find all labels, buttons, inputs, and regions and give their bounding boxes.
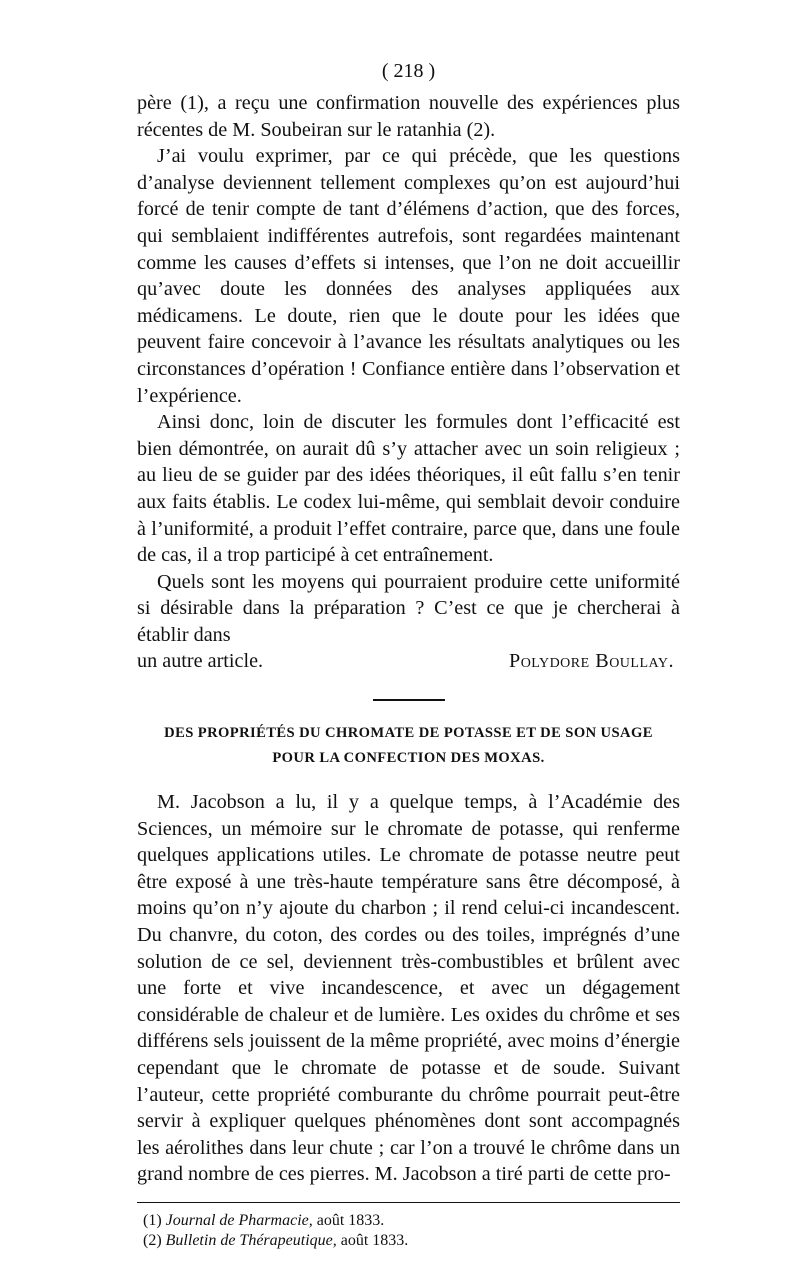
- footnote-mark: (2): [143, 1231, 162, 1249]
- closing-text: un autre article.: [137, 650, 264, 673]
- signature-line: [137, 648, 680, 675]
- footnote-source: Bulletin de Thérapeutique,: [165, 1231, 337, 1249]
- footnote-mark: (1): [143, 1211, 162, 1229]
- article-body-paragraph: M. Jacobson a lu, il y a quelque temps, à l’Académie des Sciences, un mémoire sur le chromate de potasse, qui renferme quelques applications utiles. Le chromate de potasse neutre peut être exposé à une très-haute température sans être décomposé, à moins qu’on n’y ajoute du charbon ; il rend celui-ci incandescent. Du chanvre, du coton, des cordes ou des toiles, imprégnés d’une solution de ce sel, deviennent très-combustibles et brûlent avec une forte et vive incandescence, et avec un dégagement considérable de chaleur et de lumière. Les oxides du chrôme et ses différens sels jouissent de la même propriété, avec moins d’énergie cependant que le chromate de potasse et de soude. Suivant l’auteur, cette propriété comburante du chrôme pourrait peut-être servir à expliquer quelques phénomènes dont sont accompagnés les aérolithes dans leur chute ; car l’on a trouvé le chrôme dans un grand nombre de ces pierres. M. Jacobson a tiré parti de cette pro-: [137, 791, 680, 1186]
- footnote-date: août 1833.: [316, 1211, 385, 1229]
- footnote-source: Journal de Pharmacie,: [165, 1211, 313, 1229]
- section-separator: [373, 699, 445, 701]
- footnotes: [137, 1211, 680, 1251]
- document-page: [137, 58, 680, 1251]
- article-title-line-1: DES PROPRIÉTÉS DU CHROMATE DE POTASSE ET DE SON USAGE: [164, 725, 653, 742]
- article-title: [137, 721, 680, 771]
- footnote-date: août 1833.: [340, 1231, 409, 1249]
- author-signature: Polydore Boullay.: [508, 650, 674, 673]
- footnote-1: [143, 1211, 680, 1231]
- paragraph-analysis: J’ai voulu exprimer, par ce qui précède, que les questions d’analyse deviennent tellement complexes qu’on est aujourd’hui forcé de tenir compte de tant d’élémens d’action, que des forces, qui semblaient indifférentes autrefois, sont regardées maintenant comme les causes d’effets si intenses, que l’on ne doit accueillir qu’avec doute les données des analyses appliquées aux médicamens. Le doute, rien que le doute pour les idées que peuvent faire concevoir à l’avance les résultats analytiques ou les circonstances d’opération ! Confiance entière dans l’observation et l’expérience.: [137, 145, 680, 407]
- paragraph-continuation: père (1), a reçu une confirmation nouvelle des expériences plus récentes de M. Soubeiran sur le ratanhia (2).: [137, 92, 680, 141]
- paragraph-formulas: Ainsi donc, loin de discuter les formules dont l’efficacité est bien démontrée, on aurait dû s’y attacher avec un soin religieux ; au lieu de se guider par des idées théoriques, il eût fallu s’en tenir aux faits établis. Le codex lui-même, qui semblait devoir conduire à l’uniformité, a produit l’effet contraire, parce que, dans une foule de cas, il a trop participé à cet entraînement.: [137, 411, 680, 567]
- footnote-rule: [137, 1202, 680, 1203]
- article-title-line-2: POUR LA CONFECTION DES MOXAS.: [272, 750, 545, 767]
- paragraph-question: Quels sont les moyens qui pourraient produire cette uniformité si désirable dans la préparation ? C’est ce que je chercherai à établir dans: [137, 570, 680, 646]
- footnote-2: [143, 1231, 680, 1251]
- page-number: ( 218 ): [381, 60, 436, 82]
